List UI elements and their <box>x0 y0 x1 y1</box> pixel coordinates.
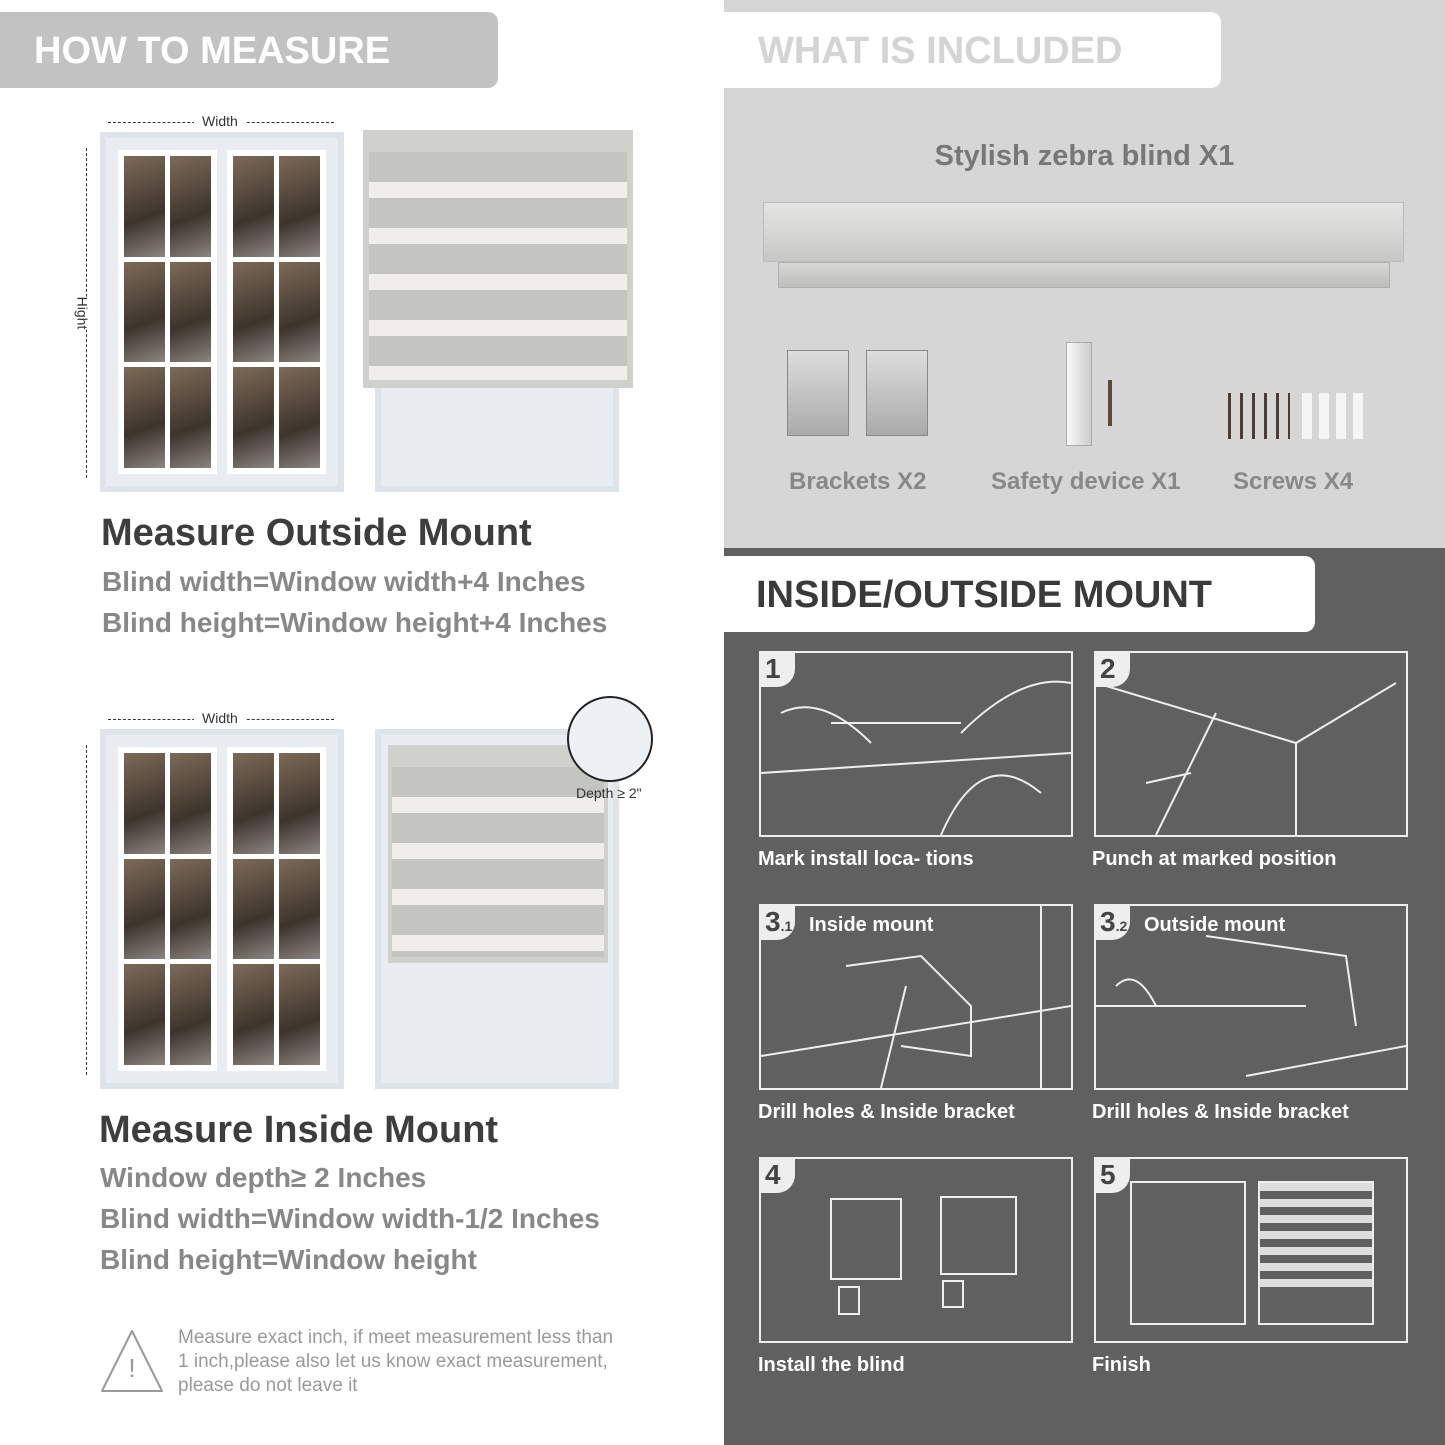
step-caption: Finish <box>1092 1354 1151 1376</box>
height-label: Hight <box>74 296 91 330</box>
rule-line: Blind height=Window height <box>100 1244 477 1275</box>
step-caption: Drill holes & Inside bracket <box>1092 1101 1349 1123</box>
rule-line: Window depth≥ 2 Inches <box>100 1162 427 1193</box>
inside-outside-mount-header: INSIDE/OUTSIDE MOUNT <box>724 556 1315 632</box>
warning-icon <box>99 1327 165 1395</box>
step-number-sub: .2 <box>1115 918 1128 934</box>
width-label: Width <box>194 113 246 129</box>
rule-line: Blind width=Window width+4 Inches <box>102 566 586 597</box>
screws-label: Screws X4 <box>1233 468 1354 495</box>
inside-mount-rules <box>100 1157 600 1280</box>
window-image <box>100 729 344 1089</box>
inside-mount-title: Measure Inside Mount <box>99 1109 499 1151</box>
blind-lowered-icon <box>1258 1181 1374 1325</box>
what-is-included-header: WHAT IS INCLUDED <box>724 12 1221 88</box>
step-number-main: 3 <box>1100 906 1116 937</box>
brackets-label: Brackets X2 <box>789 468 927 495</box>
screws-image <box>1228 393 1290 439</box>
blind-headrail-image <box>763 202 1404 262</box>
step-3-1-illustration <box>759 904 1073 1090</box>
marking-hands-icon <box>761 653 1071 835</box>
step-3-2-illustration <box>1094 904 1408 1090</box>
step-number-sub: .1 <box>780 918 793 934</box>
depth-detail-circle <box>567 696 653 782</box>
window-image <box>100 132 344 492</box>
step-number <box>1094 904 1130 940</box>
install-blind-icon <box>761 1159 1071 1341</box>
blind-label: Stylish zebra blind X1 <box>934 140 1235 172</box>
step-5-illustration <box>1094 1157 1408 1343</box>
blind-bottom-rail-image <box>778 262 1390 288</box>
rule-line: Blind width=Window width-1/2 Inches <box>100 1203 600 1234</box>
safety-device-image <box>1066 342 1092 446</box>
step-number: 2 <box>1094 651 1130 687</box>
outside-mount-rules <box>102 561 607 643</box>
bracket-image <box>866 350 928 436</box>
step-caption: Punch at marked position <box>1092 848 1337 870</box>
step-number-main: 3 <box>765 906 781 937</box>
width-label: Width <box>194 710 246 726</box>
step-caption: Install the blind <box>758 1354 905 1376</box>
step-number: 1 <box>759 651 795 687</box>
step-number <box>759 904 795 940</box>
step-title: Outside mount <box>1144 914 1286 936</box>
depth-label: Depth ≥ 2" <box>576 785 642 801</box>
how-to-measure-header: HOW TO MEASURE <box>0 12 498 88</box>
safety-device-label: Safety device X1 <box>991 468 1181 495</box>
step-1-illustration <box>759 651 1073 837</box>
warning-text: Measure exact inch, if meet measurement less than 1 inch,please also let us know exact measurement, please do not leave it <box>178 1327 614 1396</box>
screw-image <box>1108 380 1112 426</box>
step-title: Inside mount <box>809 914 934 936</box>
wall-anchors-image <box>1302 393 1368 439</box>
drill-icon <box>1096 653 1406 835</box>
step-caption: Drill holes & Inside bracket <box>758 1101 1015 1123</box>
step-4-illustration <box>759 1157 1073 1343</box>
step-number: 4 <box>759 1157 795 1193</box>
outside-mount-title: Measure Outside Mount <box>101 512 532 554</box>
rule-line: Blind height=Window height+4 Inches <box>102 607 608 638</box>
svg-text:!: ! <box>128 1353 136 1383</box>
blind-raised-icon <box>1130 1181 1246 1325</box>
step-2-illustration <box>1094 651 1408 837</box>
height-dimension-line <box>86 745 87 1075</box>
zebra-blind-inside-image <box>388 745 608 963</box>
step-number: 5 <box>1094 1157 1130 1193</box>
step-caption: Mark install loca- tions <box>758 848 974 870</box>
zebra-blind-outside-image <box>363 130 633 388</box>
bracket-image <box>787 350 849 436</box>
